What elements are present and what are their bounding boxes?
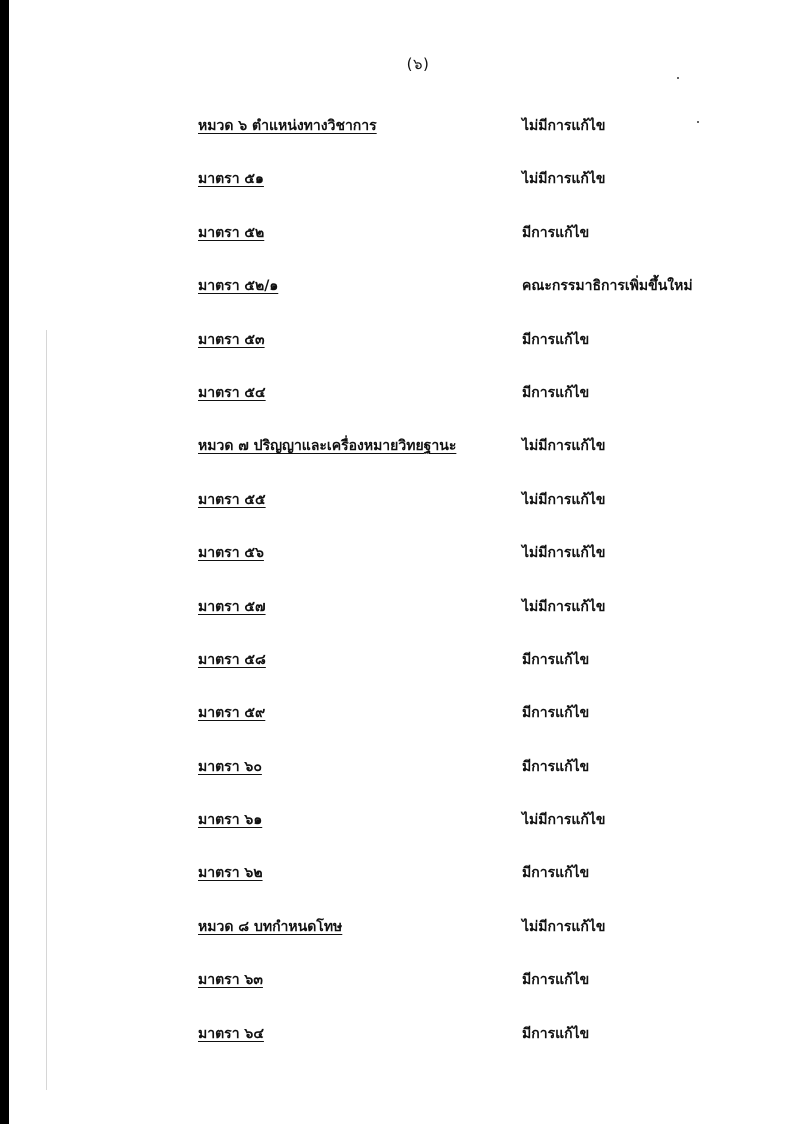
amendment-status: มีการแก้ไข bbox=[522, 651, 590, 668]
section-label: หมวด ๘ บทกำหนดโทษ bbox=[198, 918, 343, 935]
amendment-status: ไม่มีการแก้ไข bbox=[522, 171, 606, 188]
list-item bbox=[198, 752, 758, 805]
list-item bbox=[198, 1019, 758, 1072]
amendment-status: ไม่มีการแก้ไข bbox=[522, 491, 606, 508]
section-label: มาตรา ๕๖ bbox=[198, 545, 264, 562]
amendment-status: มีการแก้ไข bbox=[522, 224, 590, 241]
amendment-status: ไม่มีการแก้ไข bbox=[522, 118, 606, 134]
scan-margin-line bbox=[46, 330, 47, 1090]
section-label: หมวด ๗ ปริญญาและเครื่องหมายวิทยฐานะ bbox=[198, 438, 457, 455]
scan-border bbox=[0, 0, 9, 1124]
section-label: มาตรา ๖๑ bbox=[198, 812, 263, 829]
section-label: มาตรา ๕๑ bbox=[198, 171, 264, 188]
amendment-status: มีการแก้ไข bbox=[522, 758, 590, 775]
list-item bbox=[198, 378, 758, 431]
amendment-status: คณะกรรมาธิการเพิ่มขึ้นใหม่ bbox=[522, 278, 693, 295]
amendment-status: ไม่มีการแก้ไข bbox=[522, 812, 606, 829]
section-label: มาตรา ๕๕ bbox=[198, 491, 266, 508]
list-item bbox=[198, 538, 758, 591]
amendment-status: ไม่มีการแก้ไข bbox=[522, 438, 606, 455]
list-item bbox=[198, 431, 758, 484]
section-label: มาตรา ๕๙ bbox=[198, 705, 266, 722]
section-label: มาตรา ๖๒ bbox=[198, 865, 263, 882]
section-label: มาตรา ๕๒ bbox=[198, 224, 265, 241]
scan-speck bbox=[677, 77, 679, 79]
list-item bbox=[198, 592, 758, 645]
list-item bbox=[198, 645, 758, 698]
section-label: มาตรา ๖๓ bbox=[198, 972, 263, 989]
list-item bbox=[198, 325, 758, 378]
amendment-status: มีการแก้ไข bbox=[522, 705, 590, 722]
amendment-status: มีการแก้ไข bbox=[522, 865, 590, 882]
amendment-status: ไม่มีการแก้ไข bbox=[522, 598, 606, 615]
section-label: มาตรา ๕๒/๑ bbox=[198, 278, 279, 295]
list-item bbox=[198, 698, 758, 751]
list-item bbox=[198, 218, 758, 271]
section-label: มาตรา ๕๘ bbox=[198, 651, 266, 668]
list-item bbox=[198, 805, 758, 858]
list-item bbox=[198, 965, 758, 1018]
section-label: มาตรา ๕๗ bbox=[198, 598, 266, 615]
amendment-status: ไม่มีการแก้ไข bbox=[522, 918, 606, 935]
amendment-list bbox=[198, 111, 758, 1072]
amendment-status: มีการแก้ไข bbox=[522, 384, 590, 401]
list-item bbox=[198, 485, 758, 538]
amendment-status: มีการแก้ไข bbox=[522, 331, 590, 348]
section-label: มาตรา ๖๐ bbox=[198, 758, 262, 775]
section-label: มาตรา ๖๔ bbox=[198, 1025, 264, 1042]
amendment-status: มีการแก้ไข bbox=[522, 1025, 590, 1042]
list-item bbox=[198, 858, 758, 911]
list-item bbox=[198, 912, 758, 965]
section-label: หมวด ๖ ตำแหน่งทางวิชาการ bbox=[198, 118, 377, 134]
list-item bbox=[198, 111, 758, 164]
amendment-status: ไม่มีการแก้ไข bbox=[522, 545, 606, 562]
page-number: (๖) bbox=[406, 55, 430, 73]
list-item bbox=[198, 164, 758, 217]
list-item bbox=[198, 271, 758, 324]
section-label: มาตรา ๕๓ bbox=[198, 331, 265, 348]
section-label: มาตรา ๕๔ bbox=[198, 384, 266, 401]
amendment-status: มีการแก้ไข bbox=[522, 972, 590, 989]
